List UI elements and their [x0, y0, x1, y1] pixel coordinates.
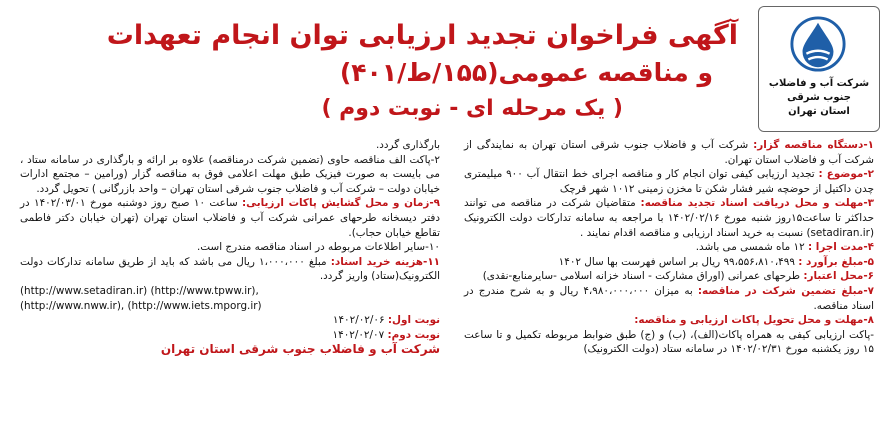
logo-caption: [759, 77, 879, 119]
logo-line-2: جنوب شرقی: [787, 92, 851, 103]
company-logo: [758, 6, 880, 132]
clause: ۱-دستگاه مناقصه گزار: شرکت آب و فاضلاب جنوب شرقی استان تهران به نمایندگی از شرکت آب و فاضلاب استان تهران.: [464, 139, 874, 166]
clause: ۲-پاکت الف مناقصه حاوی (تضمین شرکت درمناقصه) علاوه بر ارائه و بارگذاری در سامانه ستاد ، می بایست به صورت فیزیک طبق مهلت اعلامی فوق به مناقصه گزار (ورامین – مجتمع ادارات خیابان دولت – شرکت آب و فاضلاب جنوب شرقی استان تهران – واحد بازرگانی ) تحویل گردد.: [20, 153, 440, 195]
website-links-2[interactable]: (http://www.nww.ir), (http://www.iets.mporg.ir): [20, 299, 262, 312]
left-column: [20, 138, 440, 357]
clause: بارگذاری گردد.: [375, 139, 440, 151]
logo-line-1: شرکت آب و فاضلاب: [768, 78, 870, 89]
clause: -پاکت ارزیابی کیفی به همراه پاکات(الف)، (ب) و (ج) طبق ضوابط مربوطه تکمیل و تا ساعت ۱۵ روز یکشنبه مورخ ۱۴۰۲/۰۲/۳۱ در سامانه ستاد (دولت الکترونیک): [464, 328, 874, 356]
second-publication-date: نوبت دوم: ۱۴۰۲/۰۲/۰۷: [332, 328, 440, 341]
clause: ۹-زمان و محل گشایش پاکات ارزیابی: ساعت ۱۰ صبح روز دوشنبه مورخ ۱۴۰۲/۰۳/۰۱ در دفتر دیسخانه طرحهای عمرانی شرکت آب و فاضلاب استان تهران (تهران خیابان دکتر فاطمی تقاطع خیابان حجاب).: [20, 197, 440, 239]
title-line-2: و مناقصه عمومی(۱۵۵/ط/۴۰۱): [339, 58, 713, 87]
clause: ۴-مدت اجرا : ۱۲ ماه شمسی می باشد.: [695, 241, 874, 254]
clause: ۵-مبلغ برآورد : ۹۹،۵۵۶،۸۱۰،۴۹۹ ریال بر اساس فهرست بها سال ۱۴۰۲: [558, 255, 874, 268]
clause: ۲-موضوع : تجدید ارزیابی کیفی توان انجام کار و مناقصه اجرای خط انتقال آب ۹۰۰ میلیمتری چدن داکتیل از حوضچه شیر فشار شکن تا مخزن زمینی ۱۰۱۲ شهر قرچک: [464, 168, 875, 195]
logo-line-3: استان تهران: [788, 106, 850, 117]
title-line-1: آگهی فراخوان تجدید ارزیابی توان انجام تعهدات: [106, 20, 738, 51]
water-drop-emblem-icon: [789, 15, 847, 73]
website-links-1[interactable]: (http://www.setadiran.ir) (http://www.tpww.ir),: [20, 284, 259, 297]
clause: ۶-محل اعتبار: طرحهای عمرانی (اوراق مشارکت - اسناد خزانه اسلامی -سایرمنابع-نقدی): [482, 270, 874, 283]
footer-company-name: شرکت آب و فاضلاب جنوب شرقی استان تهران: [160, 342, 440, 357]
right-column: [464, 138, 874, 357]
clause: ۳-مهلت و محل دریافت اسناد تجدید مناقصه: متقاضیان شرکت در مناقصه می توانند حداکثر تا ساعت۱۵روز شنبه مورخ ۱۴۰۲/۰۲/۱۶ با مراجعه به سامانه تدارکات دولت الکترونیک (setadiran.ir) نسبت به خرید اسناد ارزیابی و مناقصه اقدام نمایند .: [464, 197, 875, 239]
clause: ۱۰-سایر اطلاعات مربوطه در اسناد مناقصه مندرج است.: [196, 241, 440, 254]
clause: ۸-مهلت و محل تحویل پاکات ارزیابی و مناقصه:: [634, 314, 874, 327]
clause: ۱۱-هزینه خرید اسناد: مبلغ ۱،۰۰۰،۰۰۰ ریال می باشد که باید از طریق سامانه تدارکات دولت الکترونیک(ستاد) واریز گردد.: [20, 255, 440, 283]
title-line-3: ( یک مرحله ای - نوبت دوم ): [321, 96, 623, 121]
clause: ۷-مبلغ تضمین شرکت در مناقصه: به میزان ۴،۹۸۰،۰۰۰،۰۰۰ ریال و به شرح مندرج در اسناد مناقصه.: [464, 284, 874, 312]
first-publication-date: نوبت اول: ۱۴۰۲/۰۲/۰۶: [332, 314, 440, 327]
